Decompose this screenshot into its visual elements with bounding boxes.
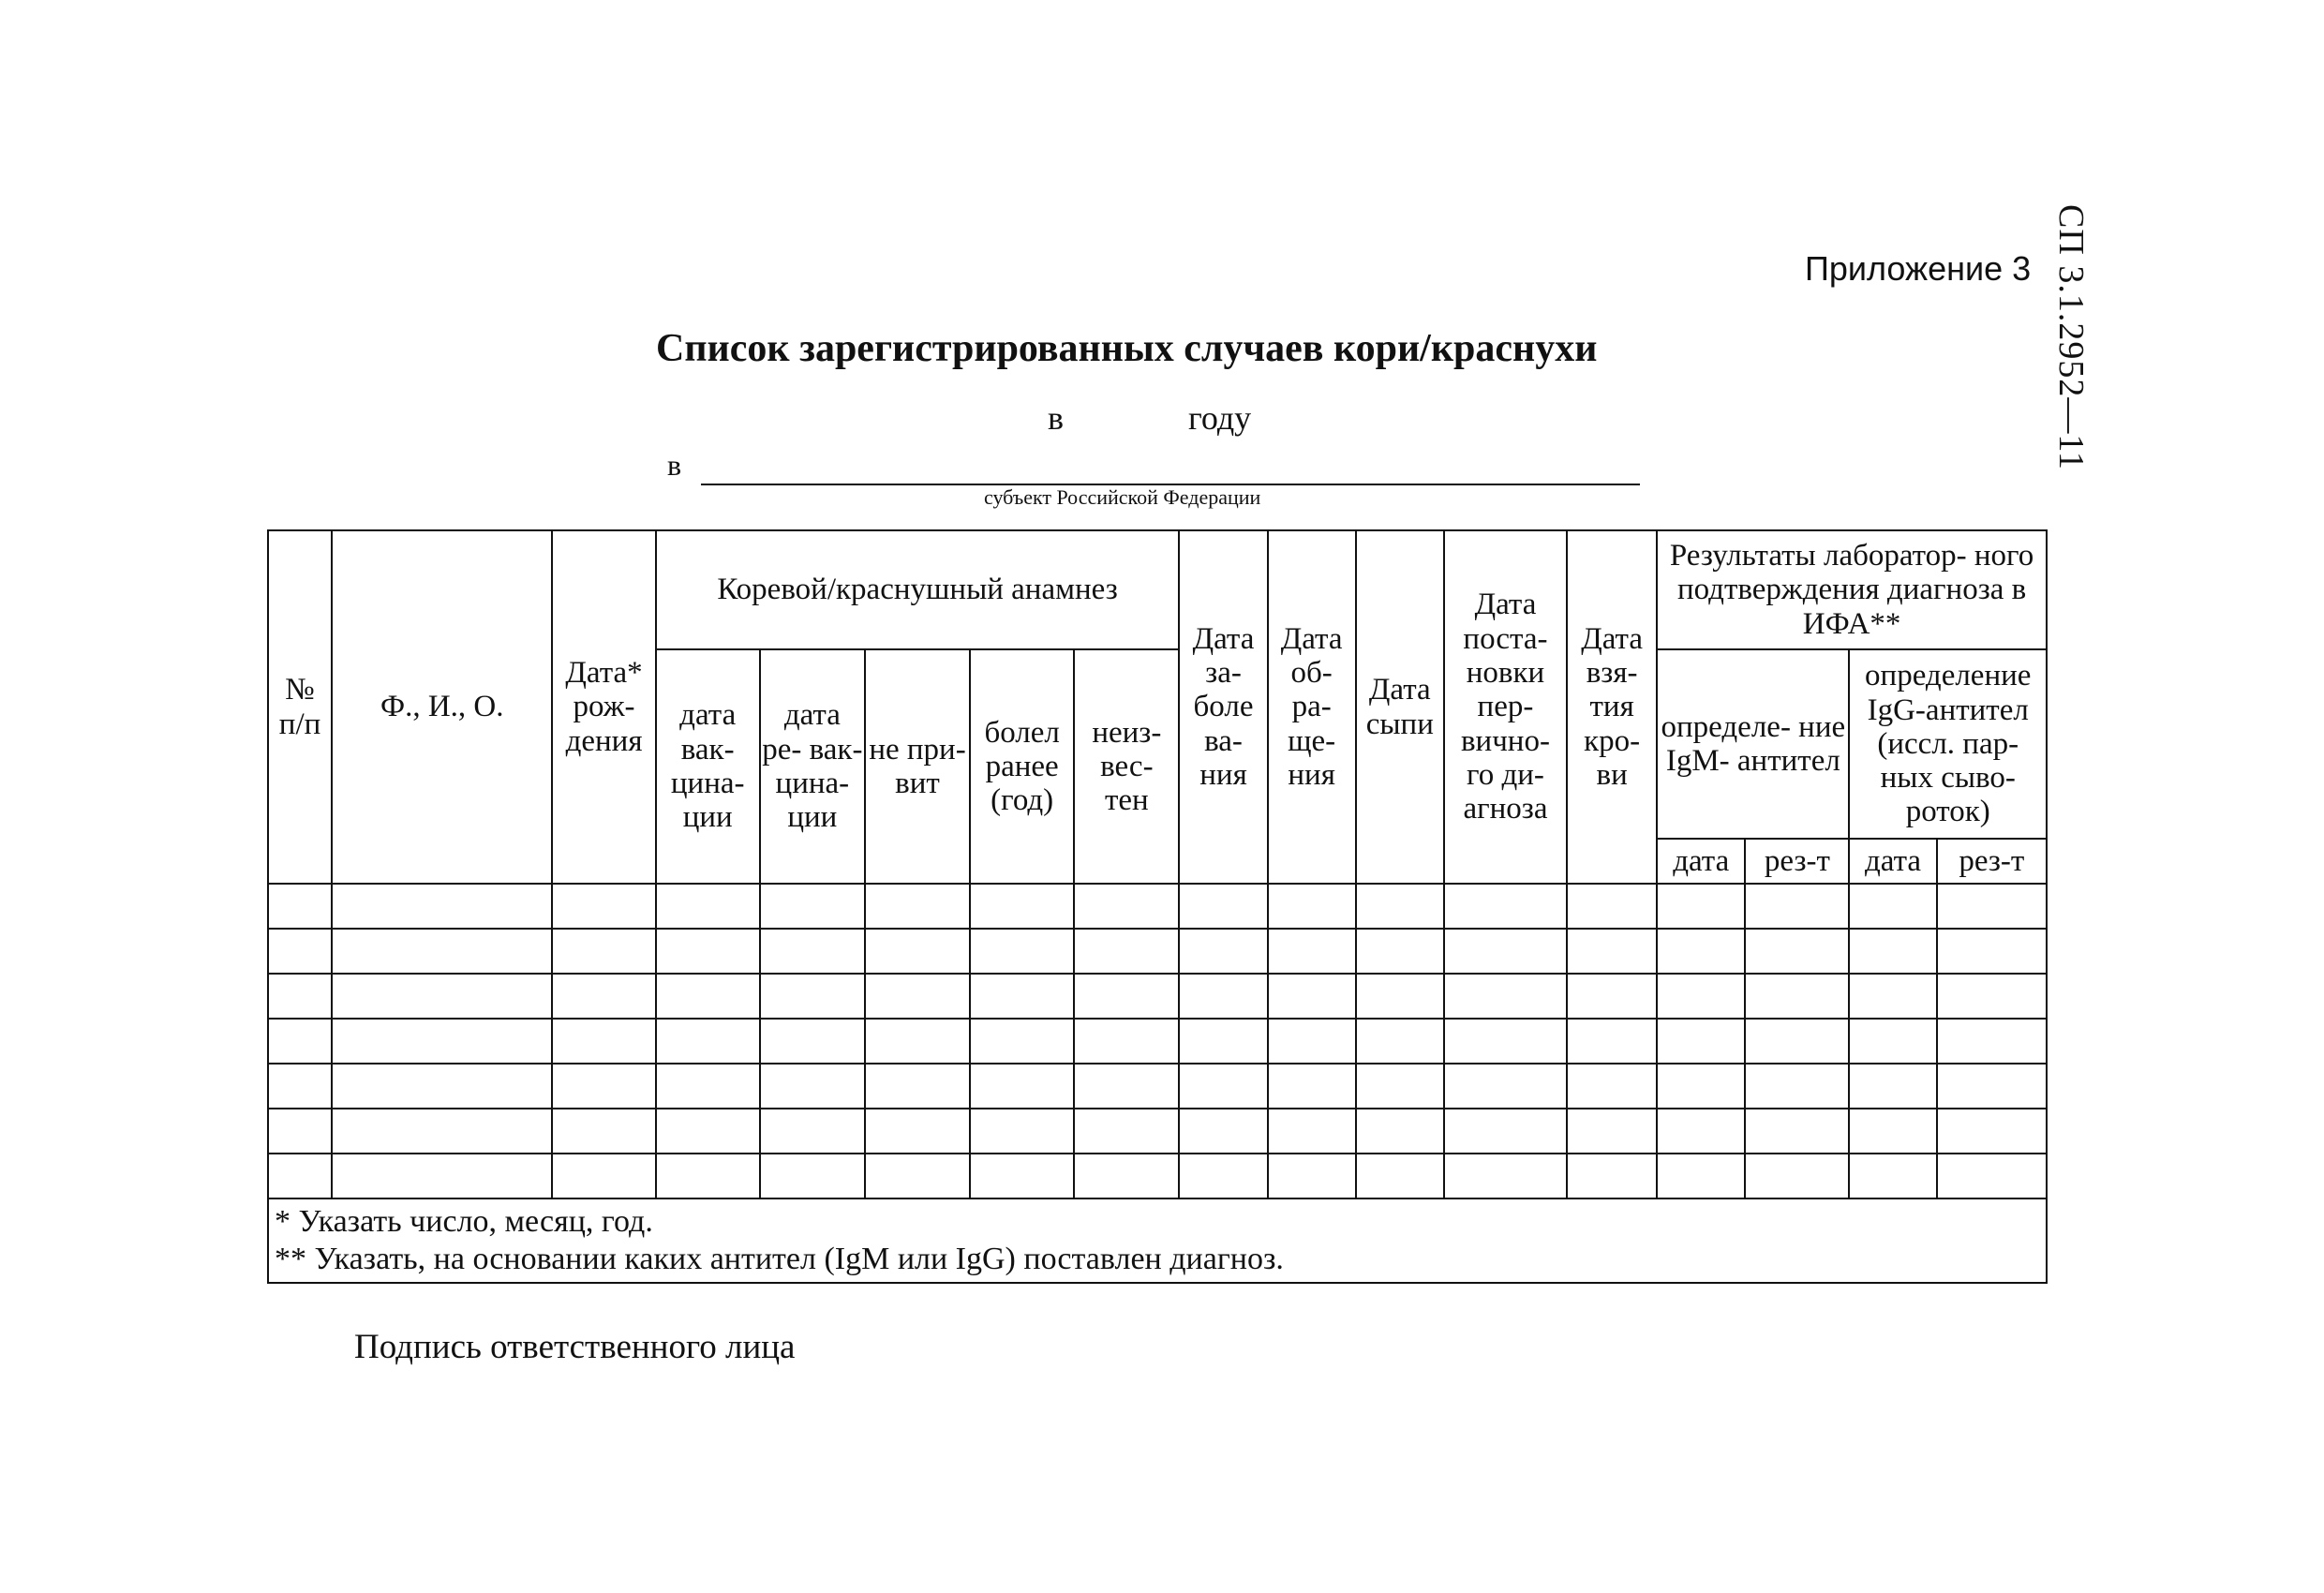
blank-cell[interactable] (1074, 1019, 1179, 1064)
col-name-header: Ф., И., О. (332, 530, 552, 884)
blank-cell[interactable] (970, 1019, 1074, 1064)
blank-cell[interactable] (1356, 1154, 1444, 1198)
blank-cell[interactable] (1567, 884, 1657, 929)
blank-cell[interactable] (1745, 1019, 1849, 1064)
blank-cell[interactable] (760, 929, 865, 974)
blank-cell[interactable] (1657, 974, 1745, 1019)
blank-cell[interactable] (1567, 1019, 1657, 1064)
blank-cell[interactable] (1567, 974, 1657, 1019)
blank-cell[interactable] (1937, 1154, 2047, 1198)
table-row (268, 929, 2047, 974)
blank-cell[interactable] (1268, 884, 1356, 929)
igg-result-header: рез-т (1937, 839, 2047, 884)
blank-cell[interactable] (1074, 929, 1179, 974)
in-year-prefix: в (1048, 399, 1064, 437)
blank-cell[interactable] (1745, 1064, 1849, 1109)
blank-cell[interactable] (970, 1154, 1074, 1198)
blank-cell[interactable] (552, 1019, 655, 1064)
document-code-vertical (2052, 187, 2090, 487)
blank-cell[interactable] (1268, 1064, 1356, 1109)
table-row (268, 1154, 2047, 1198)
blank-cell[interactable] (1268, 929, 1356, 974)
blank-cell[interactable] (865, 1064, 970, 1109)
blank-cell[interactable] (1179, 1064, 1267, 1109)
blank-cell[interactable] (1179, 974, 1267, 1019)
blank-cell[interactable] (1444, 929, 1567, 974)
blank-cell[interactable] (970, 929, 1074, 974)
blank-cell[interactable] (656, 1019, 760, 1064)
col-diagnosis-header: Дата поста- новки пер- вично- го ди- агноза (1444, 530, 1567, 884)
blank-cell[interactable] (332, 929, 552, 974)
blank-cell[interactable] (656, 974, 760, 1019)
blank-cell[interactable] (656, 929, 760, 974)
blank-cell[interactable] (552, 1064, 655, 1109)
blank-cell[interactable] (760, 974, 865, 1019)
blank-cell[interactable] (1268, 1019, 1356, 1064)
blank-cell[interactable] (1179, 1109, 1267, 1154)
blank-cell[interactable] (656, 1109, 760, 1154)
blank-cell[interactable] (970, 974, 1074, 1019)
document-code: СП 3.1.2952—11 (2051, 204, 2091, 470)
appendix-label: Приложение 3 (1805, 249, 2032, 288)
col-blood-header: Дата взя- тия кро- ви (1567, 530, 1657, 884)
col-rash-header: Дата сыпи (1356, 530, 1444, 884)
blank-cell[interactable] (1657, 929, 1745, 974)
blank-cell[interactable] (970, 1109, 1074, 1154)
col-number-header: № п/п (268, 530, 332, 884)
blank-cell[interactable] (1849, 1019, 1936, 1064)
blank-cell[interactable] (1356, 1109, 1444, 1154)
blank-cell[interactable] (1937, 929, 2047, 974)
col-revaccination-header: дата ре- вак- цина- ции (760, 649, 865, 884)
table-row (268, 1019, 2047, 1064)
blank-cell[interactable] (1356, 1019, 1444, 1064)
cases-table (267, 529, 2048, 1284)
blank-cell[interactable] (1444, 1064, 1567, 1109)
blank-cell[interactable] (970, 1064, 1074, 1109)
blank-cell[interactable] (1849, 1109, 1936, 1154)
blank-cell[interactable] (1849, 1154, 1936, 1198)
blank-cell[interactable] (1179, 1154, 1267, 1198)
blank-cell[interactable] (1849, 1064, 1936, 1109)
col-birth-header: Дата* рож- дения (552, 530, 655, 884)
blank-cell[interactable] (1567, 1154, 1657, 1198)
document-title: Список зарегистрированных случаев кори/краснухи (656, 327, 1598, 370)
blank-cell[interactable] (1745, 1154, 1849, 1198)
blank-cell[interactable] (1268, 974, 1356, 1019)
footnote-1: * Указать число, месяц, год. (275, 1204, 653, 1239)
blank-cell[interactable] (332, 884, 552, 929)
blank-cell[interactable] (1074, 1109, 1179, 1154)
col-not-vaccinated-header: не при- вит (865, 649, 970, 884)
blank-cell[interactable] (865, 974, 970, 1019)
blank-cell[interactable] (332, 1019, 552, 1064)
blank-cell[interactable] (1356, 884, 1444, 929)
blank-cell[interactable] (656, 1064, 760, 1109)
blank-cell[interactable] (552, 929, 655, 974)
blank-cell[interactable] (1937, 1064, 2047, 1109)
blank-cell[interactable] (552, 974, 655, 1019)
blank-cell[interactable] (1657, 1109, 1745, 1154)
blank-cell[interactable] (1849, 884, 1936, 929)
table-row (268, 1064, 2047, 1109)
blank-cell[interactable] (268, 1109, 332, 1154)
igg-header: определение IgG-антител (иссл. пар- ных сыво- роток) (1849, 649, 2047, 839)
blank-cell[interactable] (865, 929, 970, 974)
blank-cell[interactable] (1657, 1064, 1745, 1109)
blank-cell[interactable] (1745, 974, 1849, 1019)
blank-cell[interactable] (1567, 1109, 1657, 1154)
igg-date-header: дата (1849, 839, 1936, 884)
blank-cell[interactable] (760, 1064, 865, 1109)
col-unknown-header: неиз- вес- тен (1074, 649, 1179, 884)
blank-cell[interactable] (1937, 974, 2047, 1019)
blank-cell[interactable] (552, 884, 655, 929)
footnotes-cell (268, 1198, 2047, 1283)
lab-group-header: Результаты лаборатор- ного подтверждения диагноза в ИФА** (1657, 530, 2047, 649)
anamnesis-group-header: Коревой/краснушный анамнез (656, 530, 1180, 649)
blank-cell[interactable] (760, 1154, 865, 1198)
blank-cell[interactable] (1268, 1109, 1356, 1154)
blank-cell[interactable] (1657, 1154, 1745, 1198)
blank-cell[interactable] (865, 1109, 970, 1154)
blank-cell[interactable] (1444, 974, 1567, 1019)
blank-cell[interactable] (1657, 1019, 1745, 1064)
region-prefix: в (667, 448, 682, 482)
footnote-2: ** Указать, на основании каких антител (IgM или IgG) поставлен диагноз. (275, 1241, 1284, 1276)
blank-cell[interactable] (268, 974, 332, 1019)
blank-cell[interactable] (656, 884, 760, 929)
blank-cell[interactable] (1745, 1109, 1849, 1154)
table-row (268, 1109, 2047, 1154)
igm-header: определе- ние IgM- антител (1657, 649, 1849, 839)
blank-cell[interactable] (1444, 1109, 1567, 1154)
col-vaccination-header: дата вак- цина- ции (656, 649, 760, 884)
blank-cell[interactable] (760, 1109, 865, 1154)
col-onset-header: Дата за- боле ва- ния (1179, 530, 1267, 884)
blank-cell[interactable] (1268, 1154, 1356, 1198)
blank-cell[interactable] (1444, 1019, 1567, 1064)
blank-cell[interactable] (1074, 974, 1179, 1019)
blank-cell[interactable] (760, 884, 865, 929)
footnotes-row (268, 1198, 2047, 1283)
table-row (268, 884, 2047, 929)
blank-cell[interactable] (760, 1019, 865, 1064)
header-row-1 (268, 530, 2047, 649)
blank-cell[interactable] (1356, 929, 1444, 974)
blank-cell[interactable] (268, 1154, 332, 1198)
blank-cell[interactable] (268, 929, 332, 974)
blank-cell[interactable] (1179, 1019, 1267, 1064)
blank-cell[interactable] (1657, 884, 1745, 929)
year-word: году (1188, 399, 1252, 437)
blank-rows (268, 884, 2047, 1198)
blank-cell[interactable] (1074, 1154, 1179, 1198)
blank-cell[interactable] (1074, 1064, 1179, 1109)
blank-cell[interactable] (1567, 929, 1657, 974)
blank-cell[interactable] (1179, 884, 1267, 929)
blank-cell[interactable] (1937, 1109, 2047, 1154)
blank-cell[interactable] (1937, 1019, 2047, 1064)
blank-cell[interactable] (1074, 884, 1179, 929)
blank-cell[interactable] (552, 1109, 655, 1154)
blank-cell[interactable] (332, 1154, 552, 1198)
blank-cell[interactable] (1179, 929, 1267, 974)
blank-cell[interactable] (1444, 1154, 1567, 1198)
col-was-ill-header: болел ранее (год) (970, 649, 1074, 884)
blank-cell[interactable] (552, 1154, 655, 1198)
blank-cell[interactable] (332, 974, 552, 1019)
igm-result-header: рез-т (1745, 839, 1849, 884)
blank-cell[interactable] (268, 1019, 332, 1064)
blank-cell[interactable] (1937, 884, 2047, 929)
blank-cell[interactable] (332, 1064, 552, 1109)
signature-label: Подпись ответственного лица (354, 1328, 796, 1366)
blank-cell[interactable] (268, 884, 332, 929)
blank-cell[interactable] (268, 1064, 332, 1109)
blank-cell[interactable] (865, 1154, 970, 1198)
blank-cell[interactable] (1356, 1064, 1444, 1109)
blank-cell[interactable] (970, 884, 1074, 929)
blank-cell[interactable] (865, 1019, 970, 1064)
blank-cell[interactable] (1745, 884, 1849, 929)
blank-cell[interactable] (1849, 974, 1936, 1019)
blank-cell[interactable] (1356, 974, 1444, 1019)
table-row (268, 974, 2047, 1019)
region-caption: субъект Российской Федерации (984, 485, 1261, 509)
blank-cell[interactable] (1444, 884, 1567, 929)
col-visit-header: Дата об- ра- ще- ния (1268, 530, 1356, 884)
blank-cell[interactable] (332, 1109, 552, 1154)
blank-cell[interactable] (865, 884, 970, 929)
igm-date-header: дата (1657, 839, 1745, 884)
blank-cell[interactable] (1567, 1064, 1657, 1109)
blank-cell[interactable] (656, 1154, 760, 1198)
blank-cell[interactable] (1745, 929, 1849, 974)
blank-cell[interactable] (1849, 929, 1936, 974)
